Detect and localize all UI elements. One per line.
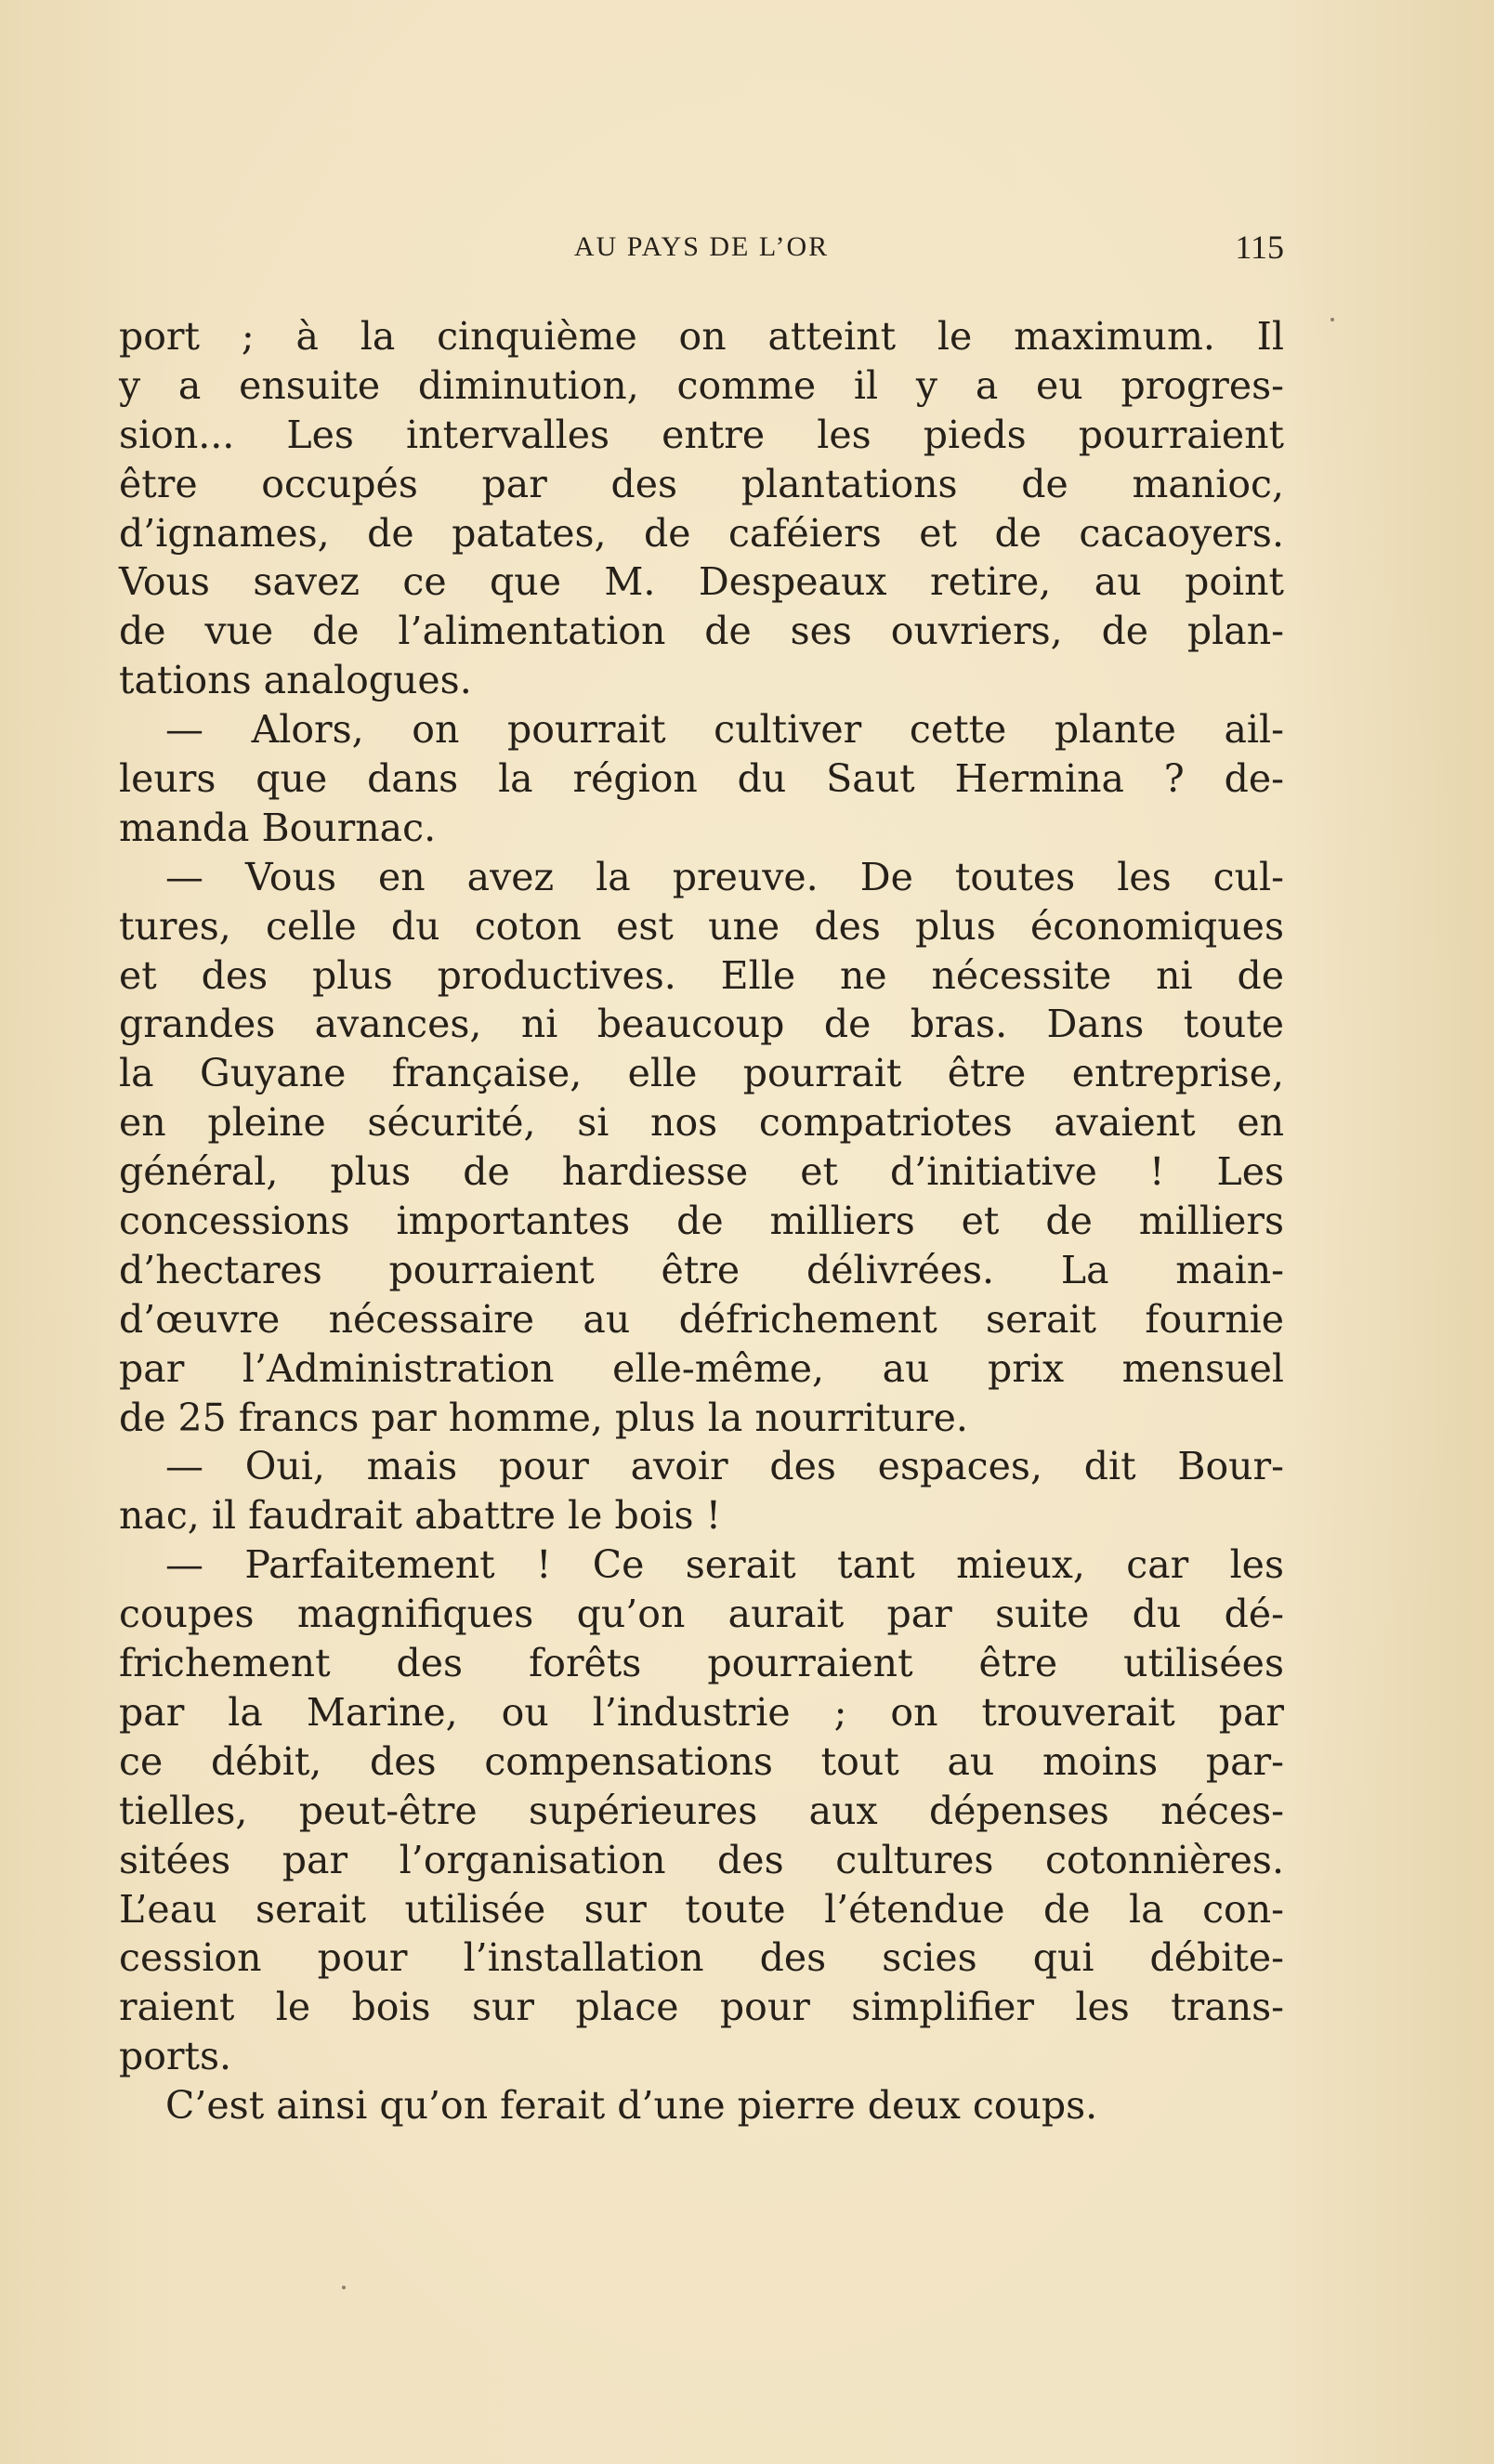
text-line: de vue de l’alimentation de ses ouvriers, de plan- bbox=[119, 609, 1284, 654]
running-head bbox=[119, 227, 1284, 268]
text-line: de 25 francs par homme, plus la nourriture. bbox=[119, 1395, 968, 1440]
paragraph bbox=[119, 705, 1284, 853]
text-line: sion... Les intervalles entre les pieds pourraient bbox=[119, 412, 1284, 457]
text-line: par la Marine, ou l’industrie ; on trouverait par bbox=[119, 1689, 1284, 1735]
paragraph bbox=[119, 1442, 1284, 1540]
text-line: tations analogues. bbox=[119, 658, 472, 703]
text-line: port ; à la cinquième on atteint le maximum. Il bbox=[119, 314, 1284, 359]
text-line: en pleine sécurité, si nos compatriotes avaient en bbox=[119, 1100, 1284, 1146]
text-line: par l’Administration elle-même, au prix mensuel bbox=[119, 1345, 1284, 1391]
paragraph bbox=[119, 312, 1284, 705]
text-line: — Parfaitement ! Ce serait tant mieux, car les bbox=[165, 1542, 1284, 1588]
text-line: L’eau serait utilisée sur toute l’étendue de la con- bbox=[119, 1886, 1284, 1932]
running-head-title: AU PAYS DE L’OR bbox=[573, 231, 830, 262]
text-line: y a ensuite diminution, comme il y a eu progres- bbox=[119, 362, 1284, 408]
text-line: la Guyane française, elle pourrait être entreprise, bbox=[119, 1051, 1284, 1096]
text-line: être occupés par des plantations de manioc, bbox=[119, 461, 1284, 506]
text-line: leurs que dans la région du Saut Hermina ? de- bbox=[119, 756, 1284, 802]
text-line: d’hectares pourraient être délivrées. La main- bbox=[119, 1247, 1284, 1292]
text-line: — Oui, mais pour avoir des espaces, dit Bour- bbox=[165, 1444, 1284, 1489]
text-line: d’œuvre nécessaire au défrichement serait fournie bbox=[119, 1296, 1284, 1342]
text-line: tures, celle du coton est une des plus économiques bbox=[119, 903, 1284, 949]
text-line: général, plus de hardiesse et d’initiative ! Les bbox=[119, 1149, 1284, 1195]
paragraph bbox=[119, 2081, 1284, 2130]
paper-speck bbox=[1330, 318, 1334, 321]
text-line: ports. bbox=[119, 2034, 232, 2079]
text-line: nac, il faudrait abattre le bois ! bbox=[119, 1493, 722, 1539]
text-line: grandes avances, ni beaucoup de bras. Dans toute bbox=[119, 1002, 1284, 1047]
text-line: tielles, peut-être supérieures aux dépenses néces- bbox=[119, 1788, 1284, 1833]
text-line: ce débit, des compensations tout au moins par- bbox=[119, 1738, 1284, 1784]
text-line: et des plus productives. Elle ne nécessite ni de bbox=[119, 952, 1284, 998]
text-line: cession pour l’installation des scies qui débite- bbox=[119, 1935, 1284, 1981]
text-line: sitées par l’organisation des cultures cotonnières. bbox=[119, 1837, 1284, 1882]
text-line: coupes magnifiques qu’on aurait par suite du dé- bbox=[119, 1592, 1284, 1637]
text-line: Vous savez ce que M. Despeaux retire, au point bbox=[119, 559, 1284, 605]
text-line: — Alors, on pourrait cultiver cette plante ail- bbox=[165, 707, 1284, 753]
text-line: concessions importantes de milliers et de milliers bbox=[119, 1199, 1284, 1244]
text-line: d’ignames, de patates, de caféiers et de cacaoyers. bbox=[119, 510, 1284, 556]
text-line: C’est ainsi qu’on ferait d’une pierre deux coups. bbox=[165, 2083, 1098, 2129]
paragraph bbox=[119, 1540, 1284, 2081]
text-line: manda Bournac. bbox=[119, 805, 437, 850]
body-text bbox=[119, 312, 1284, 2130]
page-number: 115 bbox=[1235, 229, 1284, 266]
text-line: frichement des forêts pourraient être utilisées bbox=[119, 1641, 1284, 1686]
paragraph bbox=[119, 853, 1284, 1443]
text-line: — Vous en avez la preuve. De toutes les cul- bbox=[165, 854, 1284, 899]
paper-speck bbox=[342, 2286, 346, 2289]
text-line: raient le bois sur place pour simplifier les trans- bbox=[119, 1985, 1284, 2030]
